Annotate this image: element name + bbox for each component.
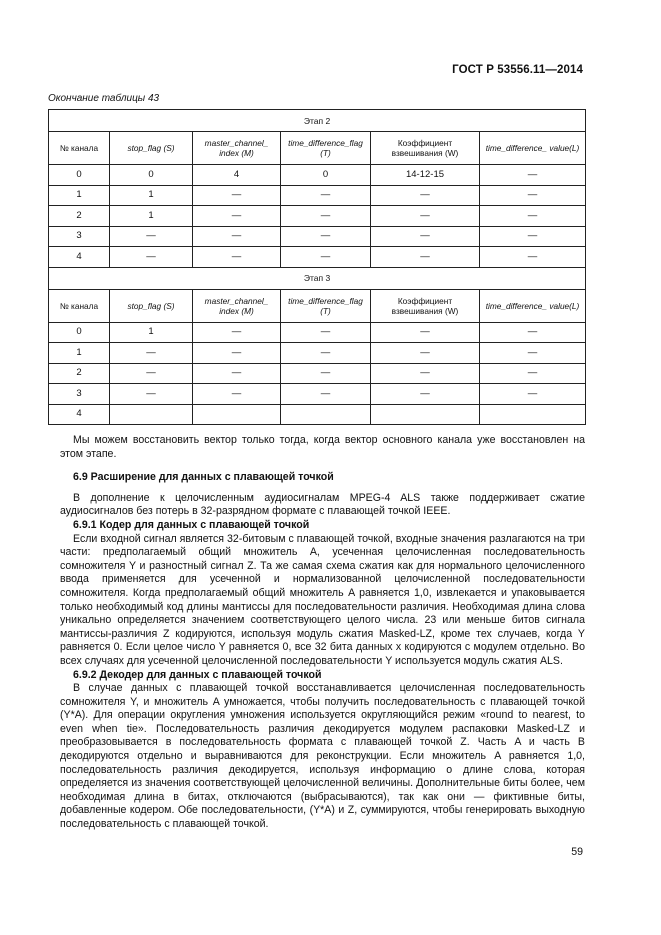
col-header-time-diff-value: time_difference_ value(L) bbox=[480, 289, 586, 322]
table-cell: — bbox=[371, 185, 480, 206]
stage-3-header-row bbox=[49, 289, 586, 322]
table-cell: — bbox=[371, 322, 480, 343]
table-row bbox=[49, 404, 586, 425]
table-cell: 3 bbox=[49, 384, 110, 405]
table-cell: — bbox=[281, 384, 371, 405]
stage-3-title: Этап 3 bbox=[49, 267, 586, 289]
section-heading-6-9: 6.9 Расширение для данных с плавающей точкой bbox=[73, 471, 334, 484]
table-cell: — bbox=[480, 384, 586, 405]
table-cell: — bbox=[110, 226, 193, 247]
table-cell: — bbox=[480, 206, 586, 227]
table-cell: 0 bbox=[281, 165, 371, 186]
table-cell: — bbox=[281, 206, 371, 227]
paragraph-6-9-1: Если входной сигнал является 32-битовым с плавающей точкой, входные значения разлагаются на три части: предполагаемый общий множитель A, усеченная целочисленная последовательность сомножителя Y и разностный сигнал Z. Та же самая схема сжатия как для нормального целочисленного ввода применяется для усеченной и нормализованной целочисленной последовательности сомножителя. Когда предполагаемый общий множитель A равняется 1,0, извлекается и упаковывается только необходимый код длины мантиссы для последовательности различия. Необходимая длина слова уникально определяется значением соответствующего целого числа. 23 или меньше битов сигнала мантиссы-различия Z кодируются, используя модуль сжатия Masked-LZ, кроме тех случаев, когда Y равняется 0. Если целое число Y равняется 0, все 32 бита данных x кодируются с модулем отдельно. Во всех случаях для усеченной целочисленной последовательности Y используется модуль сжатия ALS. bbox=[60, 532, 585, 667]
table-cell bbox=[480, 404, 586, 425]
table-cell: 14-12-15 bbox=[371, 165, 480, 186]
table-cell: 0 bbox=[49, 165, 110, 186]
table-cell: 1 bbox=[49, 185, 110, 206]
table-row bbox=[49, 185, 586, 206]
col-header-stop-flag: stop_flag (S) bbox=[110, 132, 193, 165]
table-cell: 4 bbox=[49, 404, 110, 425]
stage-2-title: Этап 2 bbox=[49, 110, 586, 132]
table-cell: — bbox=[193, 384, 281, 405]
table-cell: — bbox=[480, 363, 586, 384]
col-header-master-channel: master_channel_ index (M) bbox=[193, 132, 281, 165]
table-cell bbox=[193, 404, 281, 425]
table-cell bbox=[281, 404, 371, 425]
table-cell: — bbox=[193, 363, 281, 384]
table-cell: — bbox=[281, 363, 371, 384]
table-caption: Окончание таблицы 43 bbox=[48, 93, 160, 104]
table-row bbox=[49, 384, 586, 405]
col-header-master-channel: master_channel_ index (M) bbox=[193, 289, 281, 322]
table-cell: — bbox=[193, 206, 281, 227]
table-cell: 2 bbox=[49, 206, 110, 227]
col-header-time-diff-flag: time_difference_flag (T) bbox=[281, 132, 371, 165]
col-header-time-diff-value: time_difference_ value(L) bbox=[480, 132, 586, 165]
table-cell: — bbox=[110, 363, 193, 384]
page-number: 59 bbox=[571, 846, 583, 858]
col-header-weight: Коэффициент взвешивания (W) bbox=[371, 132, 480, 165]
table-cell: — bbox=[480, 165, 586, 186]
table-cell bbox=[110, 404, 193, 425]
col-header-time-diff-flag: time_difference_flag (T) bbox=[281, 289, 371, 322]
section-heading-6-9-2: 6.9.2 Декодер для данных с плавающей точкой bbox=[73, 668, 322, 681]
col-header-stop-flag: stop_flag (S) bbox=[110, 289, 193, 322]
col-header-weight: Коэффициент взвешивания (W) bbox=[371, 289, 480, 322]
table-cell: — bbox=[110, 247, 193, 268]
table-cell: — bbox=[371, 384, 480, 405]
col-header-channel: № канала bbox=[49, 289, 110, 322]
table-cell: 3 bbox=[49, 226, 110, 247]
table-cell: — bbox=[281, 322, 371, 343]
table-row bbox=[49, 206, 586, 227]
table-row bbox=[49, 322, 586, 343]
document-id: ГОСТ Р 53556.11—2014 bbox=[452, 64, 583, 76]
table-cell: — bbox=[480, 226, 586, 247]
table-cell: 1 bbox=[110, 185, 193, 206]
table-cell: — bbox=[110, 343, 193, 364]
table-cell: 1 bbox=[49, 343, 110, 364]
table-cell: — bbox=[371, 363, 480, 384]
table-cell: 2 bbox=[49, 363, 110, 384]
table-row bbox=[49, 226, 586, 247]
table-cell: 4 bbox=[49, 247, 110, 268]
table-row bbox=[49, 343, 586, 364]
table-cell: — bbox=[193, 343, 281, 364]
table-cell bbox=[371, 404, 480, 425]
table-cell: — bbox=[193, 185, 281, 206]
table-cell: 0 bbox=[49, 322, 110, 343]
table-cell: — bbox=[281, 343, 371, 364]
table-cell: — bbox=[480, 247, 586, 268]
table-cell: 4 bbox=[193, 165, 281, 186]
table-cell: — bbox=[371, 247, 480, 268]
paragraph-6-9-2: В случае данных с плавающей точкой восстанавливается целочисленная последовательность сомножителя Y, и множитель A умножается, чтобы получить последовательность с плавающей точкой (Y*A). Для операции округления умножения используется округляющийся режим «round to nearest, to even when tie». Последовательность различия декодируется модулем распаковки Masked-LZ и преобразовывается в последовательность формата с плавающей точкой Z. Часть A и часть B декодируются отдельно и выравниваются для реконструкции. Если множитель A равняется 1,0, последовательность различия декодируется, используя информацию о длине слова, которая определяется из значения соответствующей целочисленной величины. Дополнительные биты более, чем необходимая длина в битах, отключаются (выбрасываются), так как они — фиктивные биты, добавленные кодером. Обе последовательности, (Y*A) и Z, суммируются, чтобы генерировать выходную последовательность с плавающей точкой. bbox=[60, 682, 585, 831]
table-cell: — bbox=[281, 247, 371, 268]
table-cell: 1 bbox=[110, 322, 193, 343]
body-text bbox=[60, 434, 585, 832]
paragraph-6-9: В дополнение к целочисленным аудиосигналам MPEG-4 ALS также поддерживает сжатие аудиосигналов без потерь в 32-разрядном формате с плавающей точкой IEEE. bbox=[60, 491, 585, 518]
table-cell: 1 bbox=[110, 206, 193, 227]
stage-2-header-row bbox=[49, 132, 586, 165]
table-cell: — bbox=[193, 247, 281, 268]
table-cell: — bbox=[281, 185, 371, 206]
col-header-channel: № канала bbox=[49, 132, 110, 165]
table-row bbox=[49, 363, 586, 384]
section-heading-6-9-1: 6.9.1 Кодер для данных с плавающей точкой bbox=[73, 518, 310, 531]
table-43 bbox=[48, 109, 586, 425]
table-cell: — bbox=[371, 206, 480, 227]
table-cell: — bbox=[480, 185, 586, 206]
table-cell: — bbox=[371, 226, 480, 247]
table-cell: — bbox=[480, 322, 586, 343]
table-cell: — bbox=[193, 322, 281, 343]
table-row bbox=[49, 165, 586, 186]
table-row bbox=[49, 247, 586, 268]
table-cell: — bbox=[371, 343, 480, 364]
table-cell: — bbox=[480, 343, 586, 364]
table-cell: 0 bbox=[110, 165, 193, 186]
table-cell: — bbox=[110, 384, 193, 405]
table-cell: — bbox=[193, 226, 281, 247]
paragraph-restore: Мы можем восстановить вектор только тогда, когда вектор основного канала уже восстановлен на этом этапе. bbox=[60, 434, 585, 460]
table-cell: — bbox=[281, 226, 371, 247]
